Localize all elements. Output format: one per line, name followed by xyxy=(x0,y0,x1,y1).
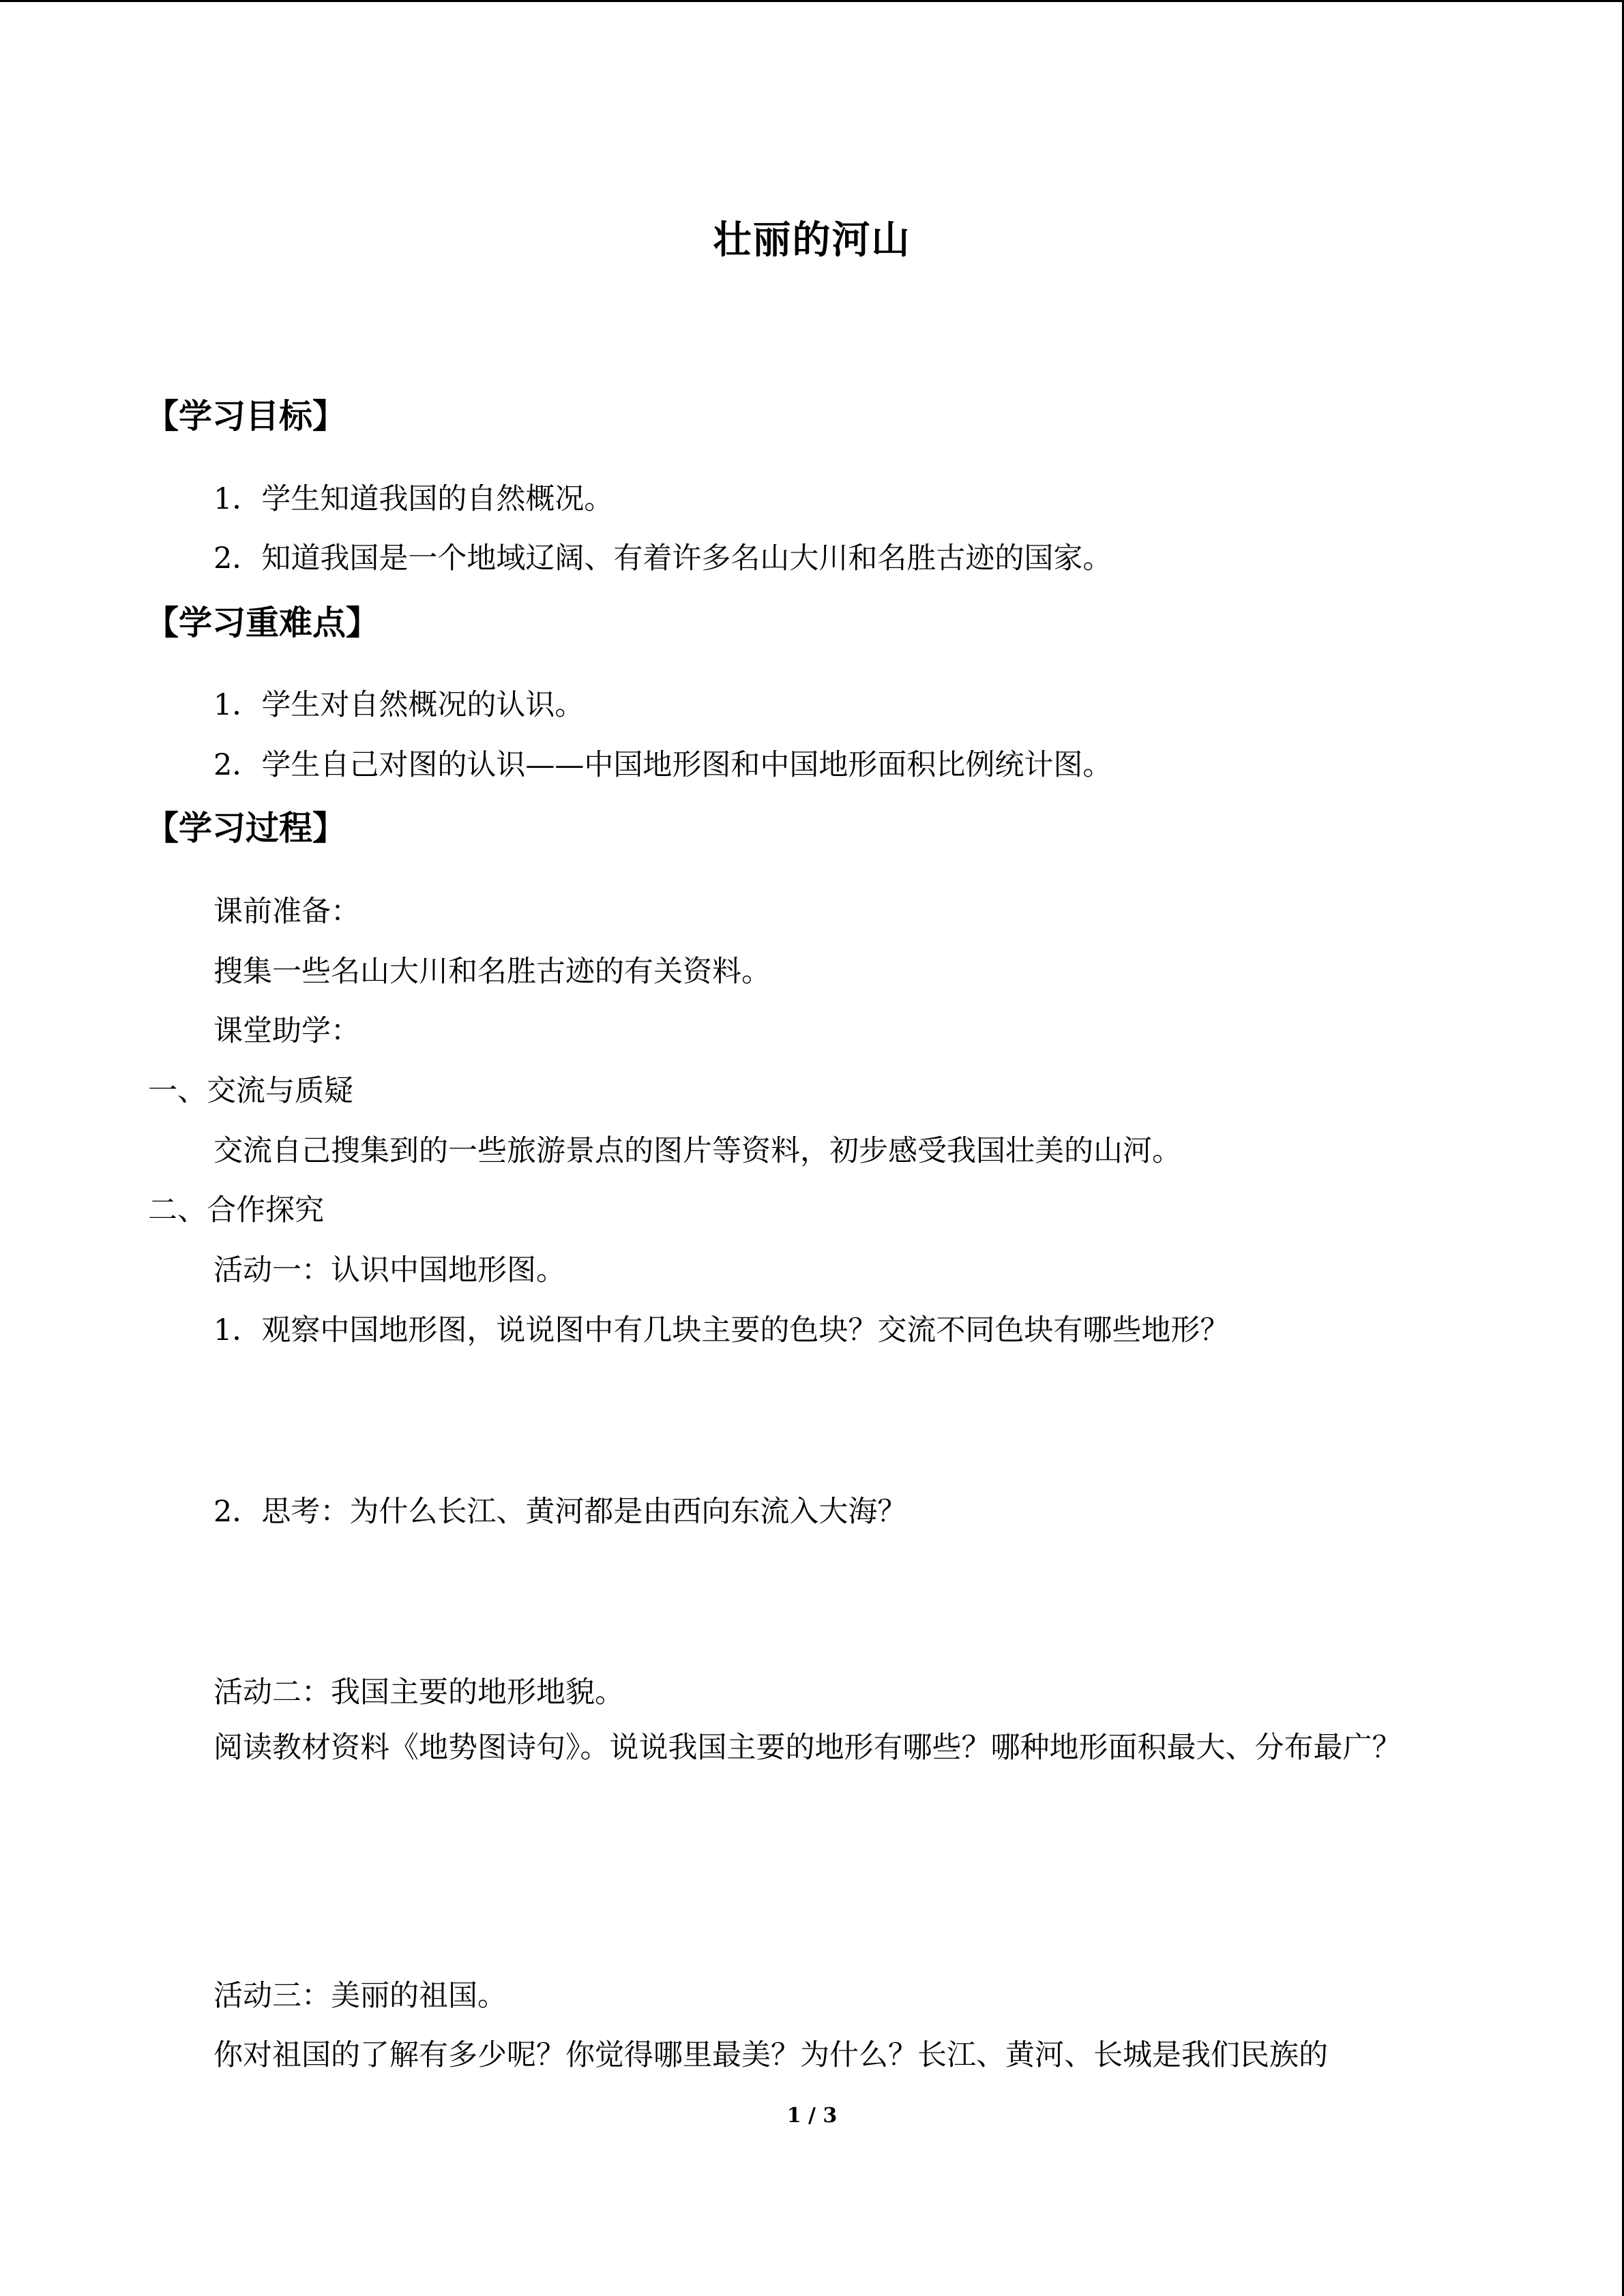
activity3-title: 活动三：美丽的祖国。 xyxy=(213,1979,507,2013)
activity1-title: 活动一：认识中国地形图。 xyxy=(213,1253,565,1287)
activity1-question-1: 1．观察中国地形图，说说图中有几块主要的色块？交流不同色块有哪些地形？ xyxy=(213,1313,1230,1347)
goal-item-2: 2．知道我国是一个地域辽阔、有着许多名山大川和名胜古迹的国家。 xyxy=(213,541,1112,576)
goal-item-1: 1．学生知道我国的自然概况。 xyxy=(213,482,614,516)
page-number: 1 / 3 xyxy=(786,2104,838,2128)
prep-label: 课前准备： xyxy=(213,895,360,929)
part2-heading: 二、合作探究 xyxy=(148,1193,324,1227)
key-point-item-2: 2．学生自己对图的认识——中国地形图和中国地形面积比例统计图。 xyxy=(213,748,1112,782)
activity3-text: 你对祖国的了解有多少呢？你觉得哪里最美？为什么？长江、黄河、长城是我们民族的 xyxy=(213,2038,1328,2072)
section-heading-process: 【学习过程】 xyxy=(145,809,346,848)
section-heading-key-points: 【学习重难点】 xyxy=(145,603,380,642)
section-heading-goals: 【学习目标】 xyxy=(145,397,346,436)
activity2-text: 阅读教材资料《地势图诗句》。说说我国主要的地形有哪些？哪种地形面积最大、分布最广？ xyxy=(213,1731,1402,1765)
activity1-question-2: 2．思考：为什么长江、黄河都是由西向东流入大海？ xyxy=(213,1495,907,1529)
top-border-line xyxy=(0,0,1624,2)
activity2-title: 活动二：我国主要的地形地貌。 xyxy=(213,1675,624,1710)
part1-heading: 一、交流与质疑 xyxy=(148,1074,353,1108)
key-point-item-1: 1．学生对自然概况的认识。 xyxy=(213,688,585,722)
part1-text: 交流自己搜集到的一些旅游景点的图片等资料，初步感受我国壮美的山河。 xyxy=(213,1134,1181,1168)
page-title: 壮丽的河山 xyxy=(713,218,911,263)
class-label: 课堂助学： xyxy=(213,1014,360,1048)
prep-text: 搜集一些名山大川和名胜古迹的有关资料。 xyxy=(213,955,771,989)
